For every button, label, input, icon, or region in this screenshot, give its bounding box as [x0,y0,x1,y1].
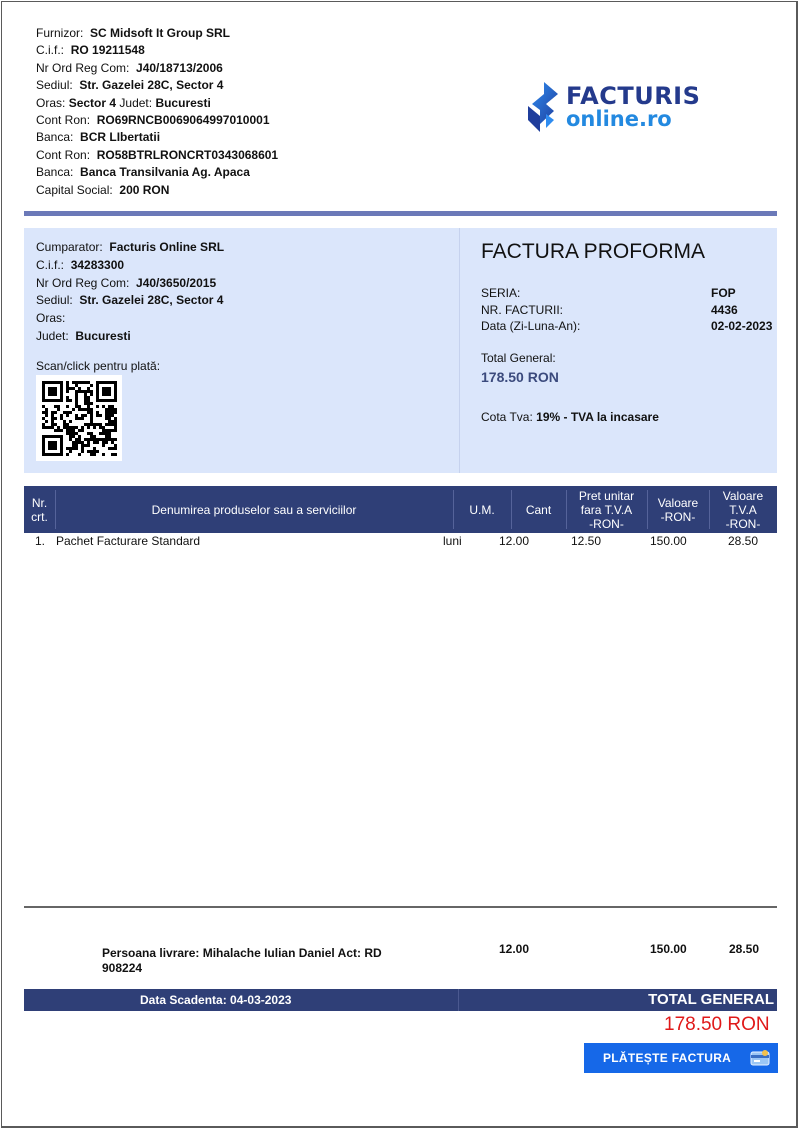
col-um: U.M. [469,502,495,517]
col-name: Denumirea produselor sau a serviciilor [151,502,357,517]
supplier-capital: 200 RON [119,182,170,197]
col-nr: Nr. crt. [31,495,48,524]
invoice-date: 02-02-2023 [711,319,773,333]
scan-label: Scan/click pentru plată: [36,359,161,373]
logo-mark-icon [524,80,564,136]
invoice-labels: SERIA: NR. FACTURII: Data (Zi-Luna-An): [481,286,581,333]
supplier-name: SC Midsoft It Group SRL [90,26,231,40]
grand-total: 178.50 RON [664,1014,770,1035]
total-vat: 28.50 [729,942,760,956]
card-icon [750,1049,770,1070]
buyer-seat: Str. Gazelei 28C, Sector 4 [79,293,224,308]
row-value: 150.00 [650,534,687,548]
logo-text-online: online.ro [566,107,672,131]
total-general-footer-label: TOTAL GENERAL [648,991,774,1008]
qr-code-icon[interactable] [36,375,122,461]
supplier-account-1: RO69RNCB0069064997010001 [96,113,270,128]
supplier-bank-2: Banca Transilvania Ag. Apaca [80,165,250,180]
totals-divider [24,906,777,908]
col-vat: Valoare T.V.A -RON- [722,488,764,531]
supplier-city: Sector 4 [68,95,117,110]
row-qty: 12.00 [499,534,530,548]
vat-rate: Cota Tva: 19% - TVA la incasare [481,410,659,424]
items-table-header [24,486,777,533]
due-date: Data Scadenta: 04-03-2023 [140,993,292,1007]
footer-bar [24,989,777,1011]
table-row [24,533,777,549]
delivery-person: Persoana livrare: Mihalache Iulian Daniel Act: RD 908224 [102,946,382,975]
pay-invoice-button[interactable] [584,1043,778,1073]
supplier-info: Furnizor: SC Midsoft It Group SRL C.i.f.: RO 19211548 Nr Ord Reg Com: J40/18713/2006 Sediul: Str. Gazelei 28C, Sector 4 Oras: Sector 4 Judet: Bucuresti Cont Ron: RO69RNCB0069064997010001 Banca: BCR LIbertatii Cont Ron: RO58BTRLRONCRT0343068601 Banca: Banca Transilvania Ag. Apaca Capital Social: 200 RON [36,26,279,197]
invoice-values [711,285,772,335]
total-qty: 12.00 [499,942,530,956]
invoice-series: FOP [711,286,736,300]
total-value: 150.00 [650,942,687,956]
payment-qr-code[interactable] [36,375,122,461]
row-name: Pachet Facturare Standard [56,534,201,548]
buyer-reg: J40/3650/2015 [136,275,217,290]
row-um: luni [443,534,462,548]
panel-divider [459,228,460,473]
invoice-title: FACTURA PROFORMA [481,240,706,263]
buyer-cif: 34283300 [70,257,125,272]
buyer-info: Cumparator: Facturis Online SRL C.i.f.: 34283300 Nr Ord Reg Com: J40/3650/2015 Sediul: Str. Gazelei 28C, Sector 4 Oras: Judet: Bucuresti [36,240,225,343]
col-qty: Cant [525,502,552,517]
header-divider [24,211,777,216]
pay-invoice-label: PLĂTEȘTE FACTURA [603,1051,732,1065]
total-general-value: 178.50 RON [481,369,559,385]
row-vat: 28.50 [728,534,759,548]
col-price: Pret unitar fara T.V.A -RON- [578,488,635,531]
row-price: 12.50 [571,534,602,548]
supplier-reg: J40/18713/2006 [136,60,223,75]
col-value: Valoare -RON- [657,495,699,524]
logo-text-facturis: FACTURIS [566,82,701,110]
facturis-logo [524,80,724,136]
supplier-seat: Str. Gazelei 28C, Sector 4 [79,78,224,93]
buyer-county: Bucuresti [75,328,131,343]
supplier-account-2: RO58BTRLRONCRT0343068601 [96,147,279,162]
supplier-bank-1: BCR LIbertatii [80,130,161,145]
supplier-cif: RO 19211548 [70,43,145,58]
supplier-county: Bucuresti [155,95,211,110]
buyer-name: Facturis Online SRL [109,240,225,254]
total-general-label: Total General: [481,351,556,365]
invoice-number: 4436 [711,302,738,317]
row-nr: 1. [35,534,46,548]
